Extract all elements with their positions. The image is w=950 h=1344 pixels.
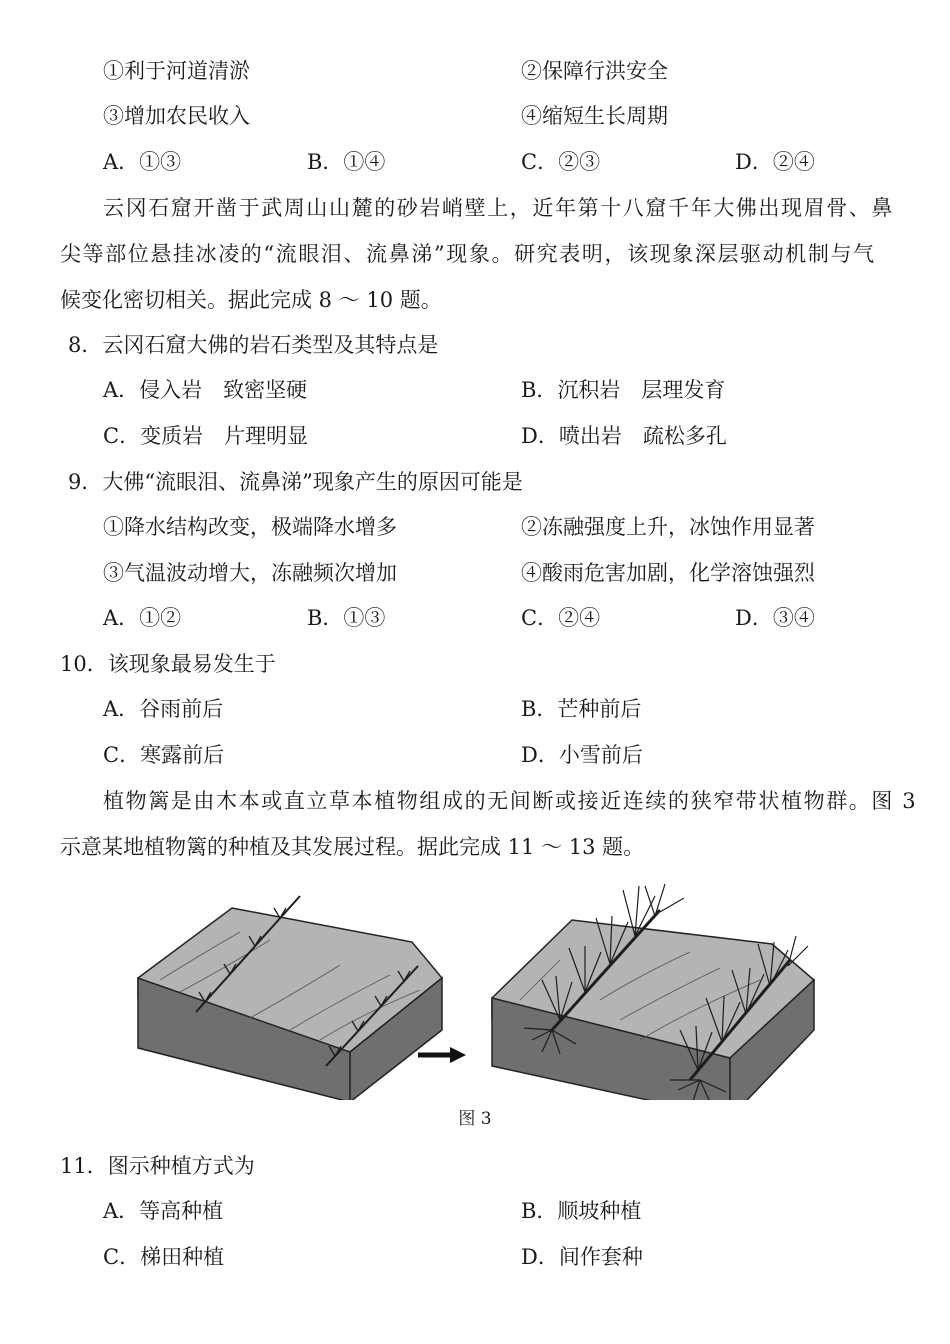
q11-option-b: B．顺坡种植 (521, 1199, 642, 1223)
q11-stem: 11．图示种植方式为 (60, 1154, 255, 1178)
q7-statement-3: ③增加农民收入 (103, 104, 250, 128)
q10-option-b: B．芒种前后 (521, 697, 642, 721)
q10-stem: 10．该现象最易发生于 (60, 652, 276, 676)
q9-stem: 9．大佛“流眼泪、流鼻涕”现象产生的原因可能是 (68, 470, 523, 494)
figure-caption: 图 3 (458, 1109, 492, 1129)
hedgerow-block-after (492, 884, 814, 1100)
q7-statement-4: ④缩短生长周期 (521, 104, 668, 128)
passage2-line-1: 植物篱是由木本或直立草本植物组成的无间断或接近连续的狭窄带状植物群。图 3 (103, 789, 918, 813)
q9-option-a: A．①② (103, 606, 182, 630)
q10-option-c: C．寒露前后 (103, 743, 225, 767)
q9-statement-3: ③气温波动增大，冻融频次增加 (103, 561, 397, 585)
q10-option-a: A．谷雨前后 (103, 697, 224, 721)
q11-option-a: A．等高种植 (103, 1199, 224, 1223)
q7-statement-1: ①利于河道清淤 (103, 59, 250, 83)
q9-option-b: B．①③ (307, 606, 386, 630)
q8-option-a: A．侵入岩 致密坚硬 (103, 378, 308, 402)
passage1-line-1: 云冈石窟开凿于武周山山麓的砂岩峭壁上，近年第十八窟千年大佛出现眉骨、鼻 (103, 196, 894, 220)
q9-statement-2: ②冻融强度上升，冰蚀作用显著 (521, 515, 815, 539)
q7-statement-2: ②保障行洪安全 (521, 59, 668, 83)
q8-option-b: B．沉积岩 层理发育 (521, 378, 726, 402)
q8-option-d: D．喷出岩 疏松多孔 (521, 424, 727, 448)
q8-option-c: C．变质岩 片理明显 (103, 424, 309, 448)
q10-option-d: D．小雪前后 (521, 743, 643, 767)
process-arrow (418, 1047, 466, 1063)
q9-option-d: D．③④ (735, 606, 815, 630)
q11-option-c: C．梯田种植 (103, 1245, 225, 1269)
q9-option-c: C．②④ (521, 606, 601, 630)
hedgerow-block-before (138, 896, 442, 1100)
q7-option-d: D．②④ (735, 150, 815, 174)
q9-statement-4: ④酸雨危害加剧，化学溶蚀强烈 (521, 561, 815, 585)
q9-statement-1: ①降水结构改变，极端降水增多 (103, 515, 397, 539)
passage2-line-2: 示意某地植物篱的种植及其发展过程。据此完成 11 ～ 13 题。 (60, 835, 645, 859)
figure-3-hedgerow-illustration (0, 880, 950, 1100)
passage1-line-3: 候变化密切相关。据此完成 8 ～ 10 题。 (60, 288, 442, 312)
passage1-line-2: 尖等部位悬挂冰凌的“流眼泪、流鼻涕”现象。研究表明，该现象深层驱动机制与气 (60, 242, 876, 266)
q8-stem: 8．云冈石窟大佛的岩石类型及其特点是 (68, 333, 439, 357)
q7-option-b: B．①④ (307, 150, 386, 174)
q7-option-a: A．①③ (103, 150, 182, 174)
q7-option-c: C．②③ (521, 150, 601, 174)
q11-option-d: D．间作套种 (521, 1245, 643, 1269)
